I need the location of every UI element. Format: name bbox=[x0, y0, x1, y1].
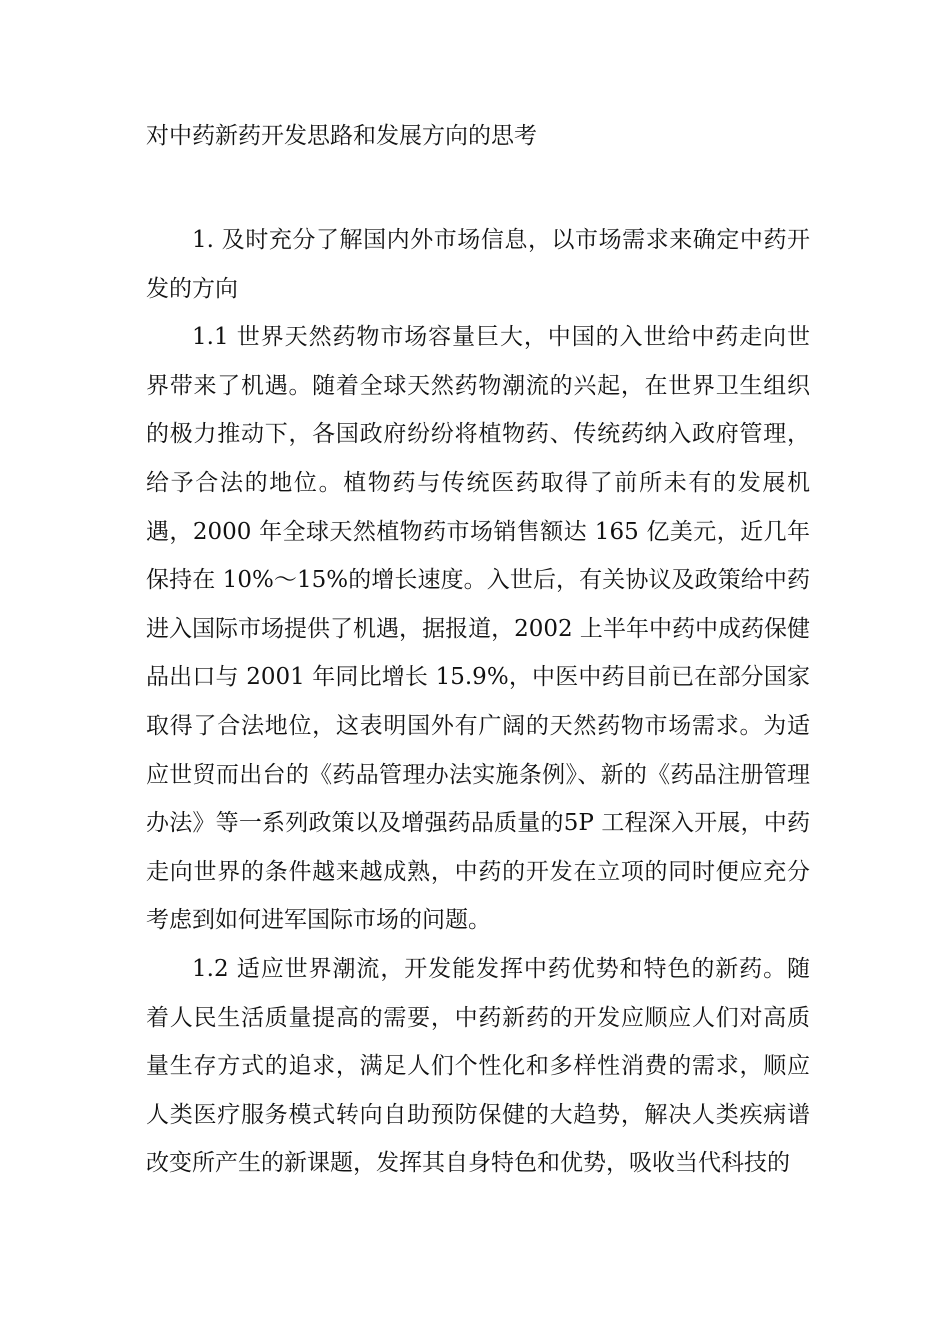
document-body bbox=[146, 216, 810, 1188]
paragraph-section-1-1: 1.1 世界天然药物市场容量巨大，中国的入世给中药走向世界带来了机遇。随着全球天然药物潮流的兴起，在世界卫生组织的极力推动下，各国政府纷纷将植物药、传统药纳入政府管理，给予合法的地位。植物药与传统医药取得了前所未有的发展机遇，2000 年全球天然植物药市场销售额达 165 亿美元，近几年保持在 10%～15%的增长速度。入世后，有关协议及政策给中药进入国际市场提供了机遇，据报道，2002 上半年中药中成药保健品出口与 2001 年同比增长 15.9%，中医中药目前已在部分国家取得了合法地位，这表明国外有广阔的天然药物市场需求。为适应世贸而出台的《药品管理办法实施条例》、新的《药品注册管理办法》等一系列政策以及增强药品质量的5P 工程深入开展，中药走向世界的条件越来越成熟，中药的开发在立项的同时便应充分考虑到如何进军国际市场的问题。 bbox=[146, 324, 810, 934]
document-title: 对中药新药开发思路和发展方向的思考 bbox=[146, 123, 537, 149]
paragraph-section-1-2: 1.2 适应世界潮流，开发能发挥中药优势和特色的新药。随着人民生活质量提高的需要，中药新药的开发应顺应人们对高质量生存方式的追求，满足人们个性化和多样性消费的需求，顺应人类医疗服务模式转向自助预防保健的大趋势，解决人类疾病谱改变所产生的新课题，发挥其自身特色和优势，吸收当代科技的 bbox=[146, 955, 810, 1177]
paragraph-section-1: 1. 及时充分了解国内外市场信息，以市场需求来确定中药开发的方向 bbox=[146, 227, 810, 302]
